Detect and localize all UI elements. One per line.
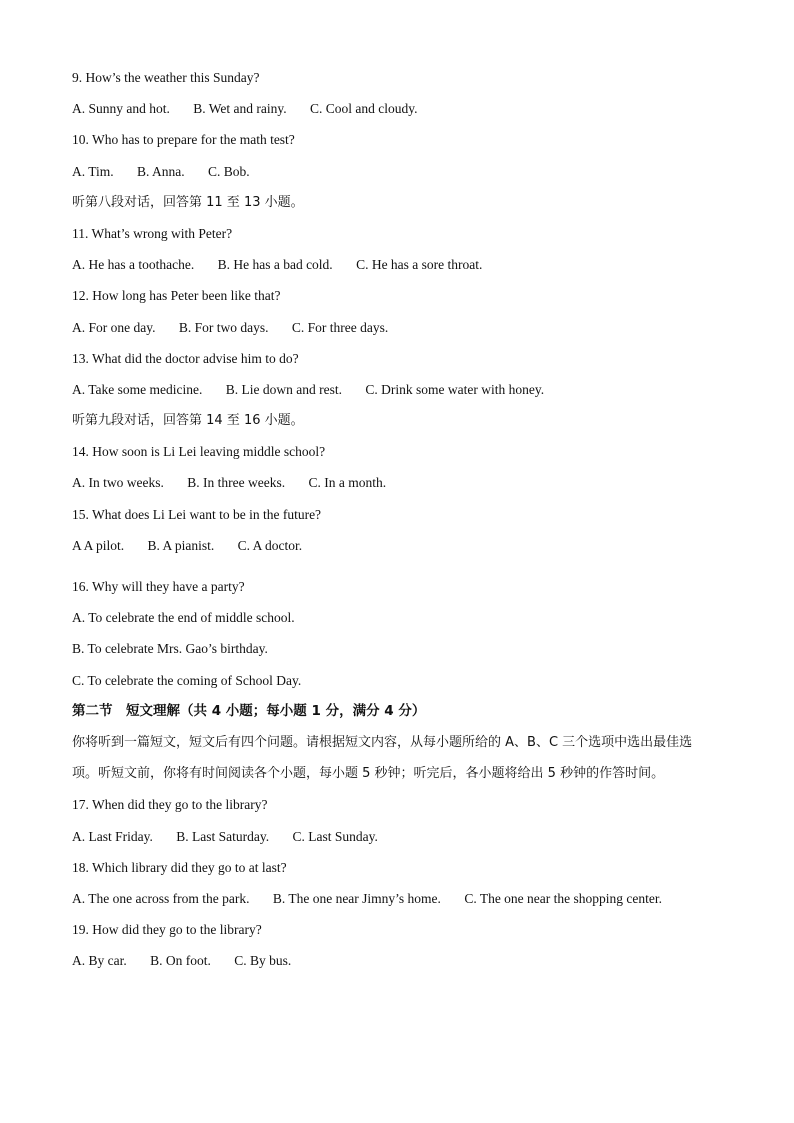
options-11: [72, 249, 732, 280]
option-11c: C. He has a sore throat.: [356, 257, 483, 273]
option-15a: A A pilot.: [72, 537, 125, 553]
section-8-heading: 听第八段对话，回答第 11 至 13 小题。: [72, 194, 304, 210]
option-14a: A. In two weeks.: [72, 475, 164, 491]
question-11: 11. What’s wrong with Peter?: [72, 225, 233, 241]
question-17: 17. When did they go to the library?: [72, 797, 268, 813]
option-9b: B. Wet and rainy.: [193, 101, 287, 117]
options-12: [72, 312, 732, 343]
option-18b: B. The one near Jimny’s home.: [272, 890, 441, 906]
question-10: 10. Who has to prepare for the math test?: [72, 132, 295, 148]
question-15: 15. What does Li Lei want to be in the future?: [72, 506, 322, 522]
option-12b: B. For two days.: [178, 319, 269, 335]
options-10: [72, 156, 732, 187]
option-17c: C. Last Sunday.: [292, 828, 378, 844]
option-14b: B. In three weeks.: [187, 475, 286, 491]
option-12c: C. For three days.: [291, 319, 389, 335]
option-17a: A. Last Friday.: [72, 828, 153, 844]
option-18c: C. The one near the shopping center.: [464, 890, 663, 906]
spacer: [72, 561, 732, 571]
option-9c: C. Cool and cloudy.: [310, 101, 418, 117]
options-18: [72, 883, 732, 914]
option-11a: A. He has a toothache.: [72, 257, 195, 273]
option-17b: B. Last Saturday.: [176, 828, 270, 844]
question-9: 9. How’s the weather this Sunday?: [72, 70, 260, 85]
option-13a: A. Take some medicine.: [72, 381, 203, 397]
option-13b: B. Lie down and rest.: [225, 381, 343, 397]
question-14: 14. How soon is Li Lei leaving middle school?: [72, 444, 326, 460]
options-15: [72, 530, 732, 561]
options-14: [72, 467, 732, 498]
question-18: 18. Which library did they go to at last?: [72, 859, 287, 875]
option-12a: A. For one day.: [72, 319, 156, 335]
option-18a: A. The one across from the park.: [72, 890, 250, 906]
question-19: 19. How did they go to the library?: [72, 922, 262, 938]
exam-page: [72, 62, 732, 976]
options-17: [72, 821, 732, 852]
option-16b: B. To celebrate Mrs. Gao’s birthday.: [72, 641, 268, 657]
option-9a: A. Sunny and hot.: [72, 101, 170, 117]
option-19a: A. By car.: [72, 953, 127, 969]
option-13c: C. Drink some water with honey.: [365, 381, 545, 397]
option-14c: C. In a month.: [308, 475, 387, 491]
option-15b: B. A pianist.: [147, 537, 215, 553]
option-11b: B. He has a bad cold.: [217, 257, 333, 273]
question-12: 12. How long has Peter been like that?: [72, 288, 281, 304]
option-10b: B. Anna.: [137, 163, 185, 179]
part-2-instructions: 你将听到一篇短文，短文后有四个问题。请根据短文内容，从每小题所给的 A、B、C 三个选项中选出最佳选项。听短文前，你将有时间阅读各个小题，每小题 5 秒钟；听完后，各小题将给出 5 秒钟的作答时间。: [72, 734, 693, 782]
option-19c: C. By bus.: [234, 953, 292, 969]
options-13: [72, 374, 732, 405]
part-2-title: 第二节 短文理解（共 4 小题；每小题 1 分，满分 4 分）: [72, 702, 426, 719]
option-16c: C. To celebrate the coming of School Day.: [72, 672, 302, 688]
option-16a: A. To celebrate the end of middle school.: [72, 610, 295, 626]
section-9-heading: 听第九段对话，回答第 14 至 16 小题。: [72, 413, 304, 429]
option-10c: C. Bob.: [208, 163, 250, 179]
options-19: [72, 945, 732, 976]
question-13: 13. What did the doctor advise him to do?: [72, 350, 299, 366]
question-16: 16. Why will they have a party?: [72, 579, 245, 594]
option-10a: A. Tim.: [72, 163, 114, 179]
option-19b: B. On foot.: [150, 953, 211, 969]
option-15c: C. A doctor.: [237, 537, 303, 553]
options-9: [72, 93, 732, 124]
